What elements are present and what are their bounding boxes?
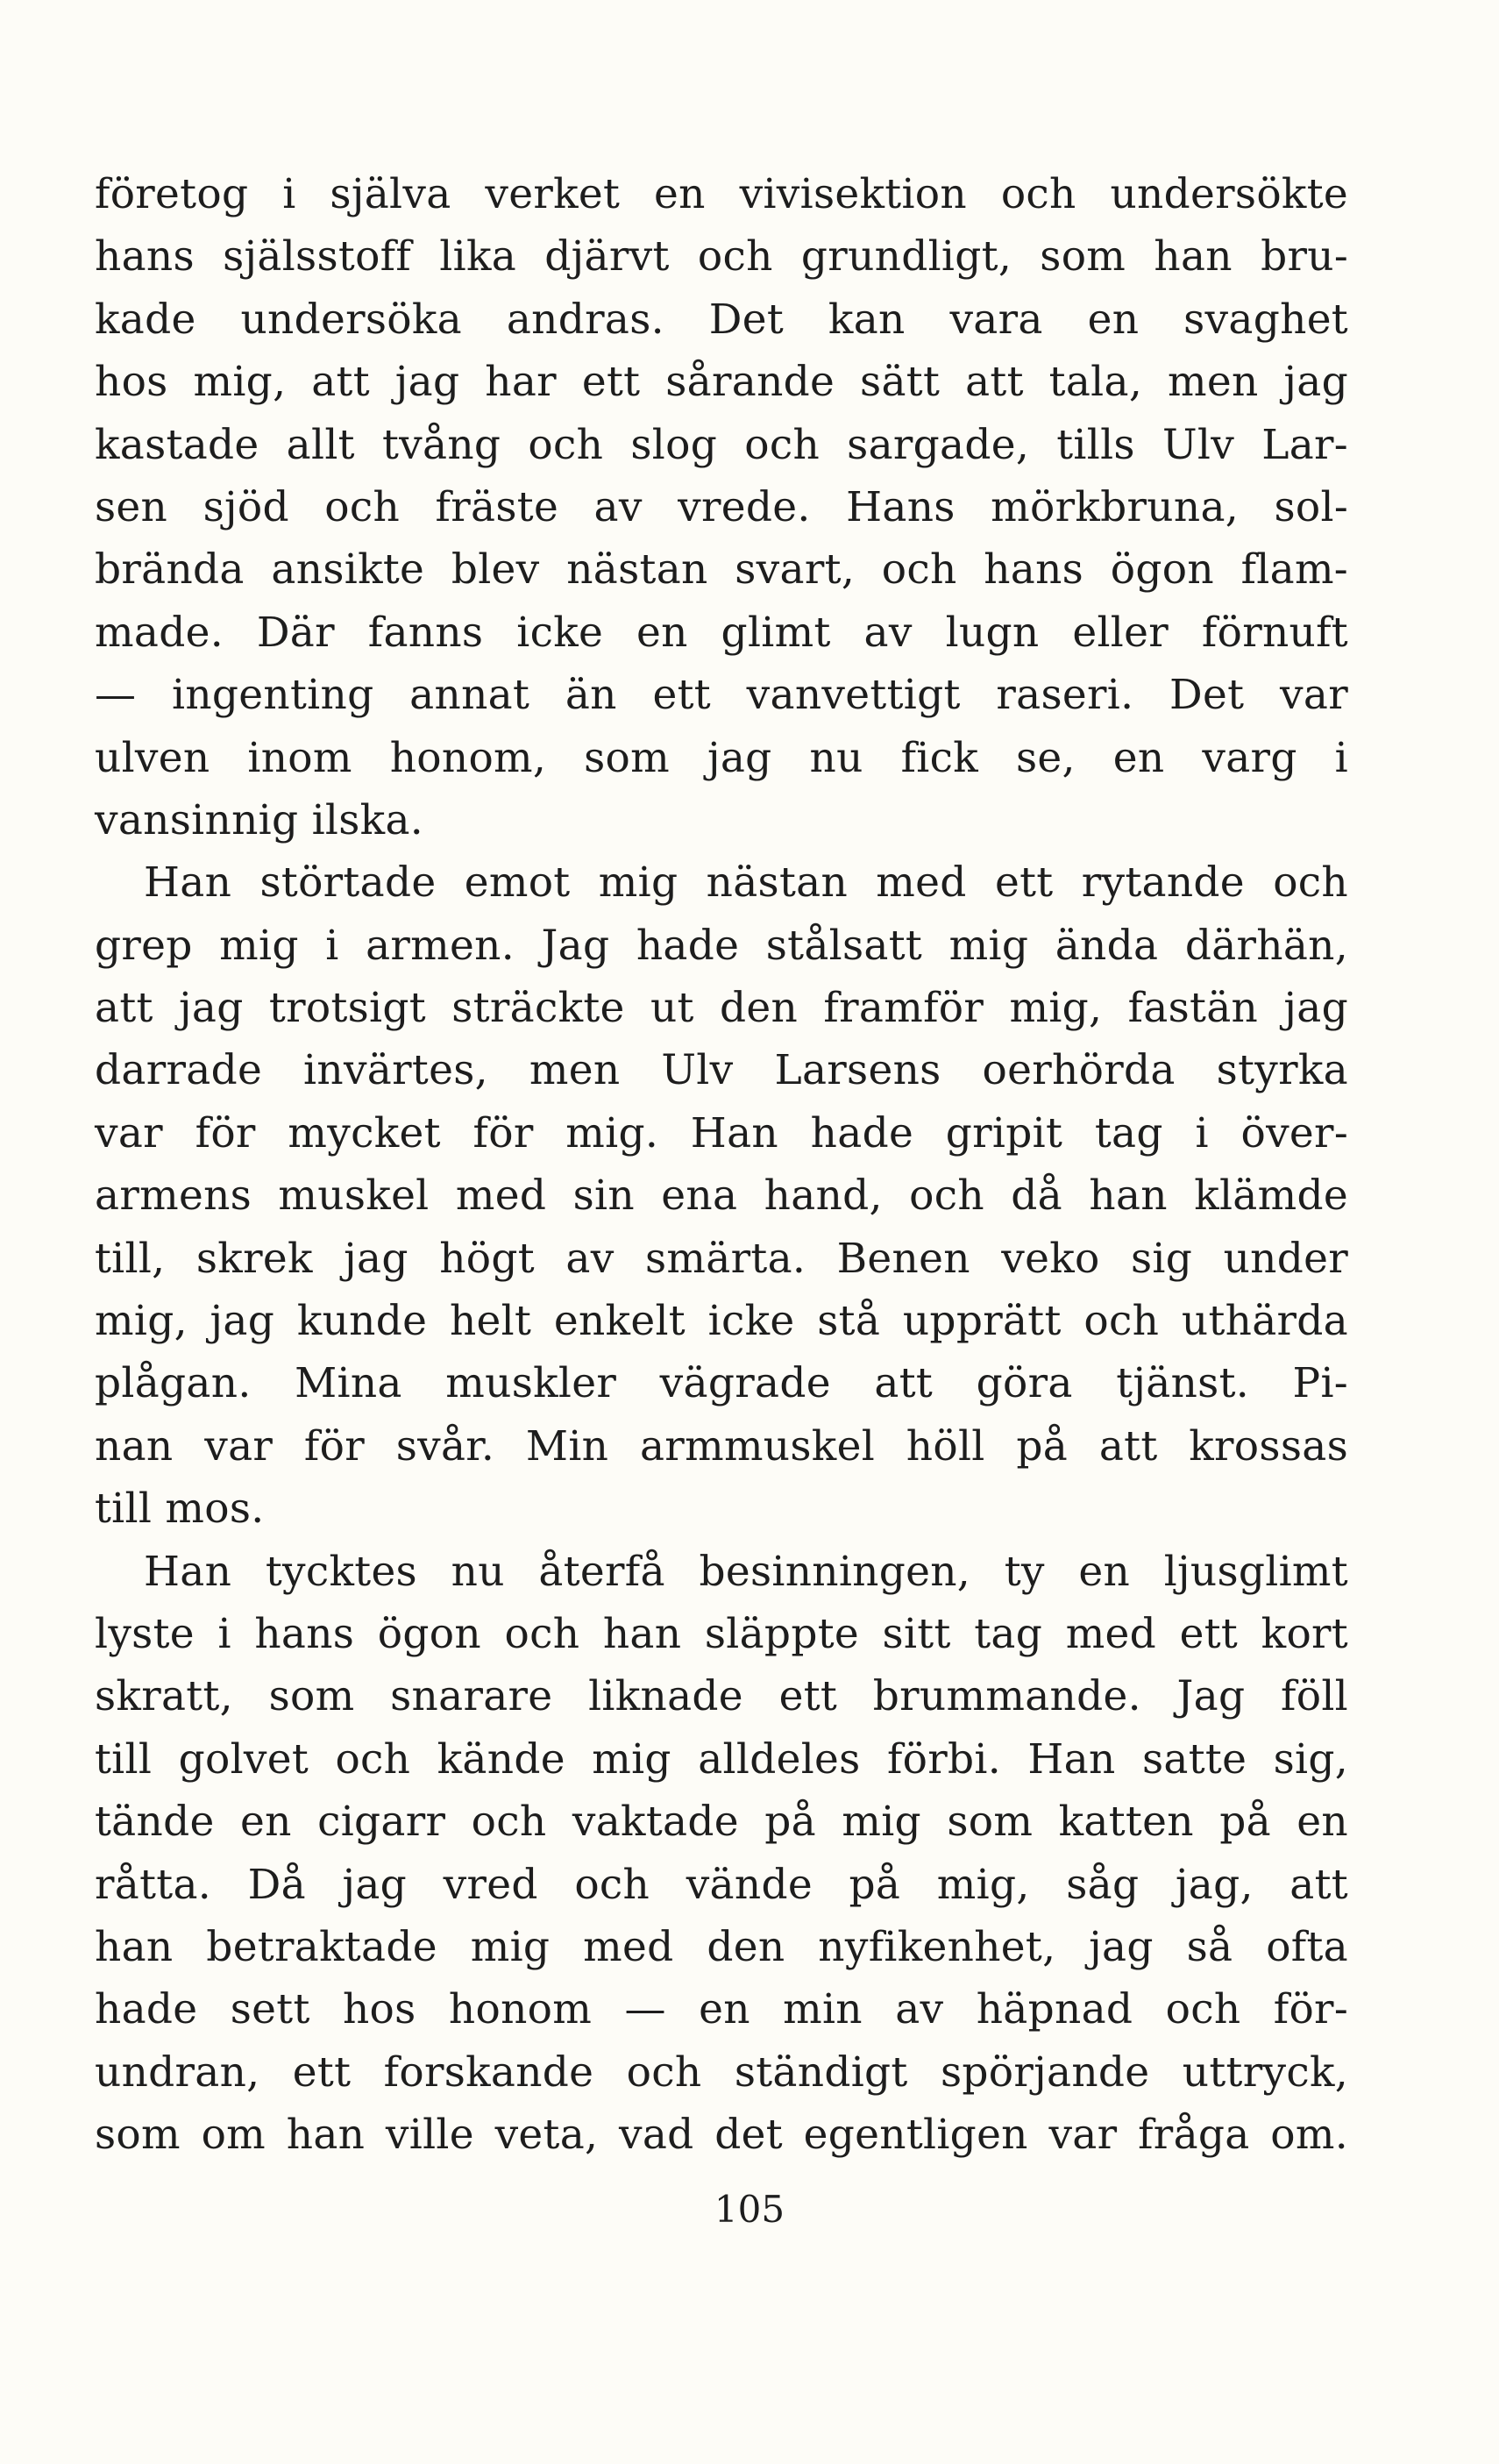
text-line: kade undersöka andras. Det kan vara en svaghet [95,295,1348,344]
text-line: hade sett hos honom — en min av häpnad och för- [95,1985,1348,2034]
text-line: ulven inom honom, som jag nu fick se, en varg i [95,733,1348,782]
text-line: han betraktade mig med den nyfikenhet, jag så ofta [95,1922,1348,1971]
text-line: Han störtade emot mig nästan med ett rytande och [144,858,1348,908]
text-line: armens muskel med sin ena hand, och då han klämde [95,1171,1348,1221]
text-line: mig, jag kunde helt enkelt icke stå upprätt och uthärda [95,1297,1348,1346]
text-line: hos mig, att jag har ett sårande sätt att tala, men jag [95,358,1348,407]
text-line: vansinnig ilska. [95,795,424,844]
text-line: kastade allt tvång och slog och sargade, tills Ulv Lar- [95,420,1348,469]
text-line: — ingenting annat än ett vanvettigt raseri. Det var [95,671,1348,720]
text-line: som om han ville veta, vad det egentligen var fråga om. [95,2111,1348,2160]
text-line: undran, ett forskande och ständigt spörjande uttryck, [95,2047,1348,2097]
text-line: att jag trotsigt sträckte ut den framför mig, fastän jag [95,984,1348,1033]
text-line: till mos. [95,1485,265,1534]
text-line: skratt, som snarare liknade ett brummande. Jag föll [95,1672,1348,1721]
text-line: Han tycktes nu återfå besinningen, ty en ljusglimt [144,1547,1348,1596]
page-number: 105 [714,2188,785,2231]
text-line: made. Där fanns icke en glimt av lugn eller förnuft [95,608,1348,657]
text-line: var för mycket för mig. Han hade gripit tag i över- [95,1108,1348,1157]
page-body-text [95,163,1348,2167]
text-line: lyste i hans ögon och han släppte sitt tag med ett kort [95,1609,1348,1658]
text-line: till golvet och kände mig alldeles förbi. Han satte sig, [95,1734,1348,1784]
text-line: till, skrek jag högt av smärta. Benen veko sig under [95,1234,1348,1283]
text-line: företog i själva verket en vivisektion och undersökte [95,170,1348,218]
text-line: darrade invärtes, men Ulv Larsens oerhörda styrka [95,1046,1348,1095]
text-line: brända ansikte blev nästan svart, och hans ögon flam- [95,545,1348,595]
text-line: grep mig i armen. Jag hade stålsatt mig ända därhän, [95,921,1348,970]
text-line: sen sjöd och fräste av vrede. Hans mörkbruna, sol- [95,482,1348,531]
text-line: tände en cigarr och vaktade på mig som katten på en [95,1798,1348,1847]
text-line: hans själsstoff lika djärvt och grundligt, som han bru- [95,232,1348,281]
text-line: nan var för svår. Min armmuskel höll på att krossas [95,1421,1348,1471]
text-line: plågan. Mina muskler vägrade att göra tjänst. Pi- [95,1359,1348,1408]
text-line: råtta. Då jag vred och vände på mig, såg jag, att [95,1860,1348,1909]
